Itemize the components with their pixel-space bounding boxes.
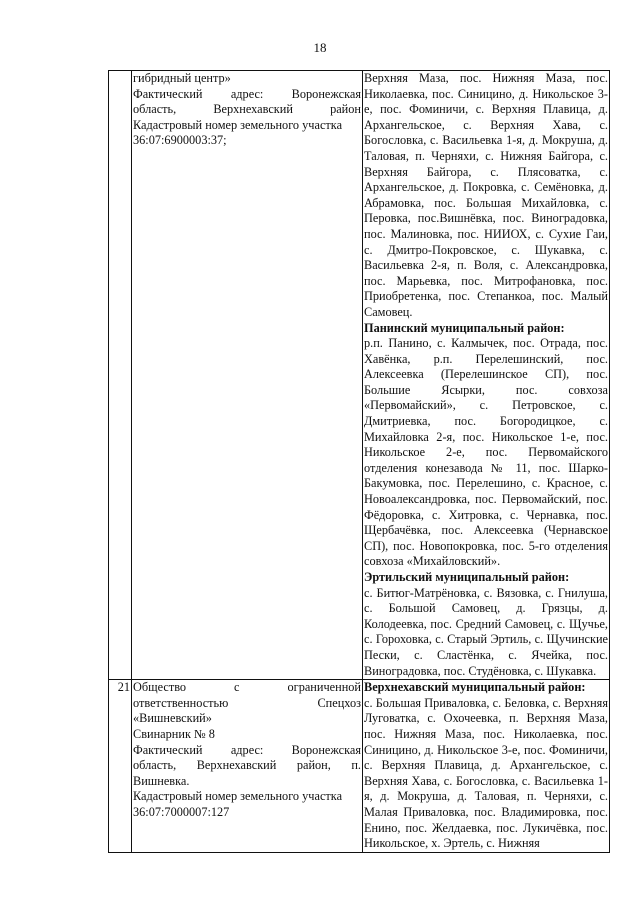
- table-row: [109, 680, 610, 853]
- registry-table: [108, 70, 610, 853]
- page-number: 18: [313, 40, 327, 55]
- district-heading: Верхнехавский муниципальный район:: [364, 680, 586, 695]
- area-text: с. Большая Приваловка, с. Беловка, с. Верхняя Луговатка, с. Охочеевка, п. Верхняя Маза, пос. Нижняя Маза, пос. Николаевка, пос. Синицино, д. Никольское 3-е, пос. Фоминичи, с. Верхняя Плавица, д. Архангельское, с. Верхняя Хава, с. Богословка, с. Васильевка 1-я, д. Мокруша, д. Таловая, п. Черняхи, с. Малая Приваловка, пос. Владимировка, пос. Енино, пос. Желдаевка, пос. Лукичёвка, пос. Никольское, х. Эртель, с. Нижняя: [364, 695, 608, 851]
- org-line: 36:07:7000007:127: [133, 804, 230, 819]
- org-line: Вишневка.: [133, 773, 190, 788]
- org-line: Фактический адрес: Воронежская: [133, 86, 361, 101]
- area-text: с. Битюг-Матрёновка, с. Вязовка, с. Гнилуша, с. Большой Самовец, д. Грязцы, д. Колодеевка, пос. Средний Самовец, с. Щучье, с. Гороховка, с. Старый Эртиль, с. Щучинские Пески, с. Сластёнка, с. Ячейка, пос. Виноградовка, пос. Студёновка, с. Шукавка.: [364, 585, 608, 678]
- area-text: Верхняя Маза, пос. Нижняя Маза, пос. Николаевка, пос. Синицино, д. Никольское 3-е, пос. Фоминичи, с. Верхняя Плавица, д. Архангельское, с. Верхняя Хава, с. Богословка, с. Васильевка 1-я, д. Мокруша, д. Таловая, п. Черняхи, с. Нижняя Байгора, с. Верхняя Байгора, с. Плясоватка, с. Архангельское, д. Покровка, с. Семёновка, д. Абрамовка, пос. Большая Михайловка, с. Перовка, пос.Вишнёвка, пос. Виноградовка, пос. Малиновка, пос. НИИОХ, с. Сухие Гаи, с. Дмитро-Покровское, с. Шукавка, с. Васильевка 2-я, п. Воля, с. Александровка, пос. Марьевка, пос. Митрофановка, пос. Приобретенка, пос. Степанкоа, пос. Малый Самовец.: [364, 71, 608, 319]
- org-line: Общество с ограниченной: [133, 680, 361, 695]
- org-line: гибридный центр»: [133, 71, 231, 85]
- org-line: Свинарник № 8: [133, 726, 215, 741]
- org-line: область, Верхнехавский район, п.: [133, 758, 361, 773]
- table-row: [109, 71, 610, 680]
- service-area-cell: [363, 680, 610, 853]
- district-heading: Эртильский муниципальный район:: [364, 570, 570, 584]
- service-area-cell: [363, 71, 610, 680]
- row-number: 21: [109, 680, 132, 853]
- org-line: Кадастровый номер земельного участка: [133, 117, 343, 132]
- org-line: Кадастровый номер земельного участка: [133, 789, 343, 804]
- org-line: 36:07:6900003:37;: [133, 133, 227, 148]
- org-line: ответственностью Спецхоз: [133, 695, 361, 710]
- org-line: область, Верхнехавский район: [133, 102, 361, 117]
- org-line: «Вишневский»: [133, 711, 212, 726]
- organization-cell: [132, 680, 363, 853]
- org-line: Фактический адрес: Воронежская: [133, 742, 361, 757]
- row-number: [109, 71, 132, 680]
- area-text: р.п. Панино, с. Калмычек, пос. Отрада, пос. Хавёнка, р.п. Перелешинский, пос. Алексеевка (Перелешинское СП), пос. Большие Ясырки, пос. совхоза «Первомайский», с. Петровское, с. Дмитриевка, пос. Богородицкое, с. Михайловка 2-я, пос. Никольское 1-е, пос. Никольское 2-е, пос. Первомайского отделения конезавода № 11, пос. Шарко-Бакумовка, пос. Перелешино, с. Красное, с. Новоалександровка, пос. Первомайский, пос. Фёдоровка, с. Хитровка, с. Чернавка, пос. Щербачёвка, пос. Алексеевка (Чернавское СП), пос. Новопокровка, пос. 5-го отделения совхоза «Михайловский».: [364, 336, 608, 569]
- district-heading: Панинский муниципальный район:: [364, 320, 565, 335]
- organization-cell: [132, 71, 363, 680]
